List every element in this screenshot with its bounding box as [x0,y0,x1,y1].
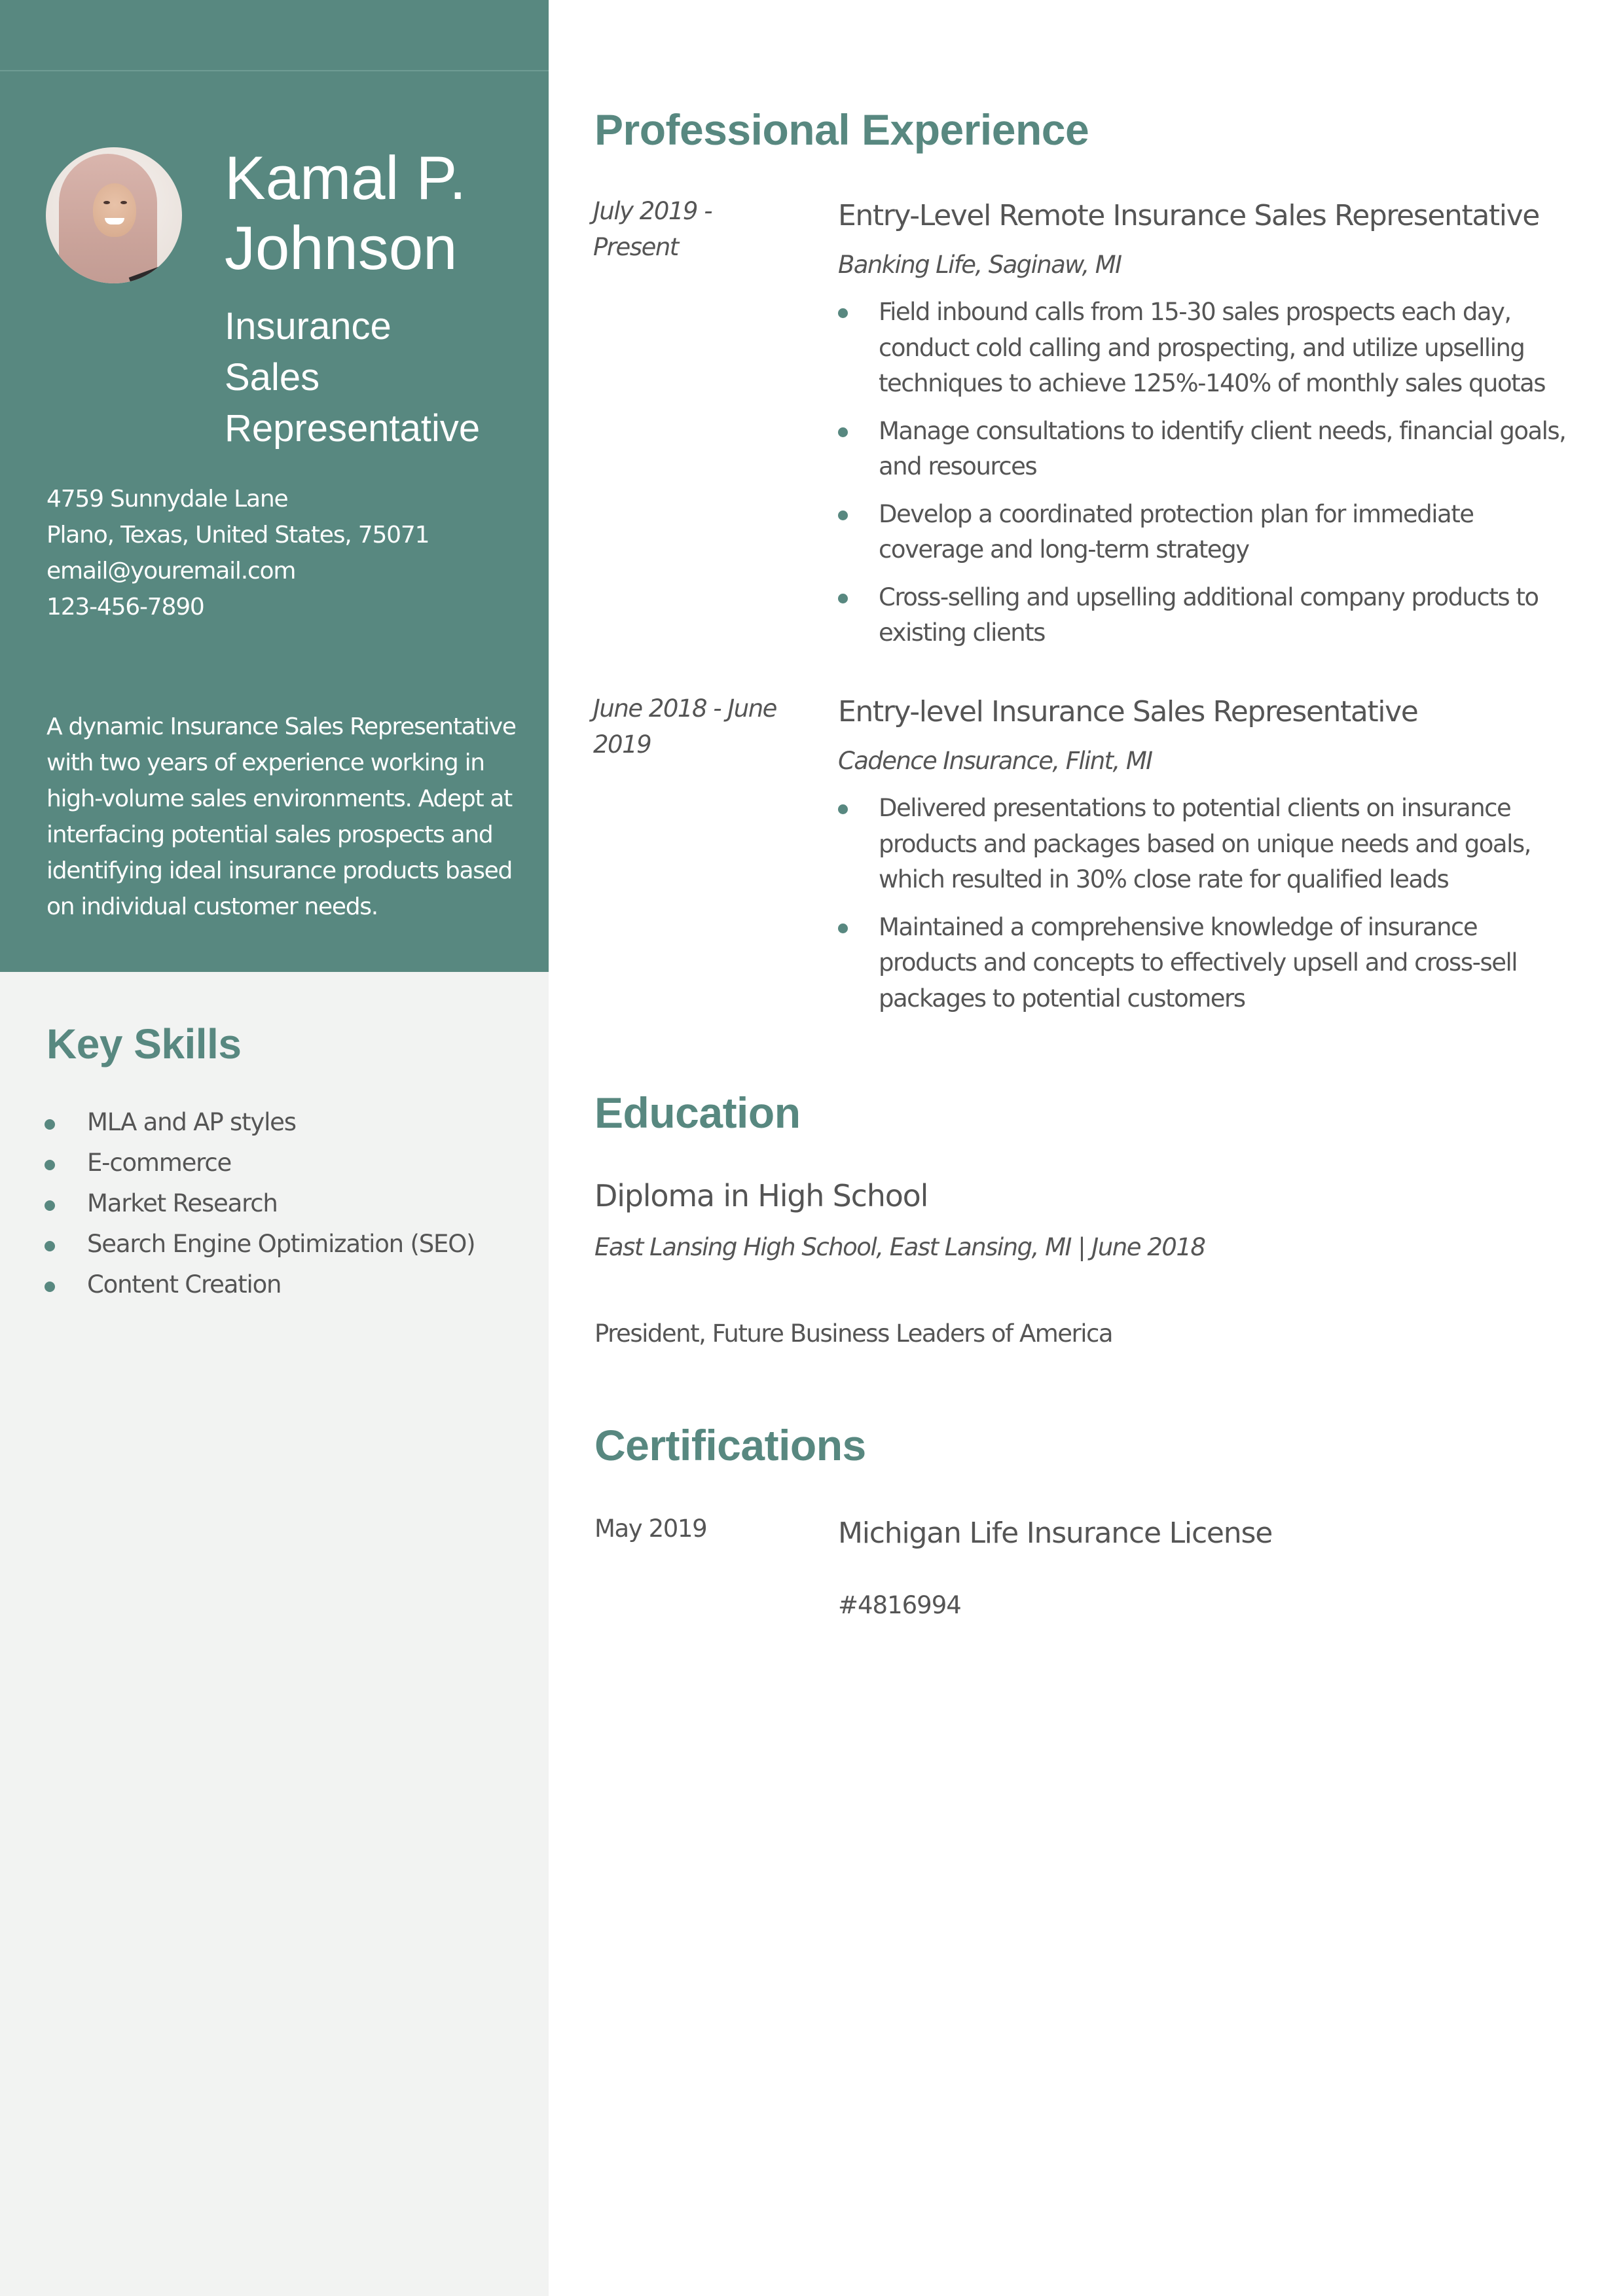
profile-photo [46,147,182,283]
skill-label: Content Creation [87,1270,282,1299]
skills-heading: Key Skills [46,1020,242,1067]
job-bullets [838,295,1578,663]
email[interactable]: email@youremail.com [46,558,296,584]
candidate-title [225,301,539,454]
job-dates: July 2019 - Present [593,197,712,261]
bullet-text: Develop a coordinated protection plan for immediate coverage and long-term strategy [879,499,1474,564]
skill-item [0,1105,475,1145]
certification-id: #4816994 [838,1591,961,1619]
education-note: President, Future Business Leaders of America [594,1319,1113,1348]
bullet-text: Maintained a comprehensive knowledge of insurance products and concepts to effectively upsell and cross-sell packages to potential customers [879,912,1518,1013]
bullet-icon [838,804,848,814]
job-title: Entry-level Insurance Sales Representative [838,695,1418,728]
bullet-icon [838,511,848,520]
job-bullet [838,295,1578,402]
bullet-icon [45,1282,55,1292]
skill-label: Market Research [87,1189,278,1217]
bullet-icon [45,1200,55,1211]
title-line-3: Representative [225,407,481,450]
skill-label: Search Engine Optimization (SEO) [87,1230,475,1258]
skills-list [0,1105,475,1308]
name-line-2: Johnson [225,213,458,282]
job-bullet [838,791,1578,898]
bullet-icon [838,594,848,603]
certification-date: May 2019 [594,1515,707,1543]
phone[interactable]: 123-456-7890 [46,594,204,620]
job-bullets [838,791,1578,1028]
bullet-icon [838,924,848,933]
skill-item [0,1145,475,1186]
top-divider [0,70,549,71]
sidebar [0,0,549,2296]
education-degree: Diploma in High School [594,1178,928,1213]
experience-heading: Professional Experience [594,105,1089,154]
job-dates: June 2018 - June 2019 [593,694,776,759]
education-school: East Lansing High School, East Lansing, MI | June 2018 [594,1233,1205,1261]
address-line-2: Plano, Texas, United States, 75071 [46,522,429,548]
candidate-name [225,143,466,283]
education-heading: Education [594,1088,801,1137]
photo-eye-shape [103,201,110,204]
contact-info [46,481,429,625]
bullet-icon [45,1119,55,1130]
bullet-icon [45,1241,55,1251]
job-bullet [838,580,1578,651]
summary: A dynamic Insurance Sales Representative with two years of experience working in high-volume sales environments. Adept at interfacing potential sales prospects and identifying ideal insurance products based on individual customer needs. [46,713,516,920]
skill-label: MLA and AP styles [87,1108,296,1136]
address-line-1: 4759 Sunnydale Lane [46,486,288,512]
skill-item [0,1227,475,1267]
bullet-icon [838,427,848,437]
job-bullet [838,910,1578,1017]
certification-name: Michigan Life Insurance License [838,1516,1273,1550]
job-company: Banking Life, Saginaw, MI [838,251,1122,279]
skill-label: E-commerce [87,1149,232,1177]
title-line-1: Insurance [225,305,392,348]
name-line-1: Kamal P. [225,143,467,212]
photo-eye-shape [120,201,127,204]
certifications-heading: Certifications [594,1421,866,1469]
job-bullet [838,414,1578,485]
job-title: Entry-Level Remote Insurance Sales Representative [838,199,1539,232]
bullet-text: Delivered presentations to potential clients on insurance products and packages based on unique needs and goals, which resulted in 30% close rate for qualified leads [879,794,1531,893]
bullet-icon [45,1160,55,1170]
job-company: Cadence Insurance, Flint, MI [838,747,1152,775]
bullet-text: Field inbound calls from 15-30 sales prospects each day, conduct cold calling and prospecting, and utilize upselling techniques to achieve 125%-140% of monthly sales quotas [879,298,1546,397]
title-line-2: Sales [225,356,320,399]
bullet-text: Cross-selling and upselling additional company products to existing clients [879,583,1539,647]
bullet-icon [838,308,848,318]
skill-item [0,1186,475,1227]
job-bullet [838,497,1578,568]
bullet-text: Manage consultations to identify client needs, financial goals, and resources [879,416,1566,480]
photo-face-shape [93,183,136,237]
skill-item [0,1267,475,1308]
